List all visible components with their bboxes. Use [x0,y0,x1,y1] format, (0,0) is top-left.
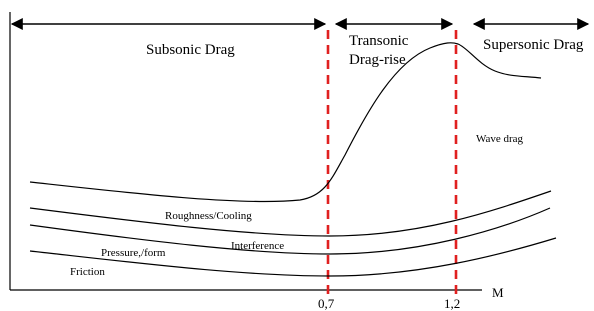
roughness-cooling-curve [30,191,551,236]
interference-label: Interference [231,240,285,252]
friction-label: Friction [70,266,105,278]
x-axis-label: M [492,285,504,300]
tick-label-1.2: 1,2 [444,296,461,311]
total-drag-curve [30,43,541,202]
transonic-label: Transonic [349,33,409,49]
wave-drag-label: Wave drag [476,133,524,145]
tick-label-0.7: 0,7 [318,296,335,311]
drag-rise-label: Drag-rise [349,52,406,68]
roughness-cooling-label: Roughness/Cooling [165,210,252,222]
subsonic-label: Subsonic Drag [146,42,235,58]
pressure-form-label: Pressure,/form [101,247,166,259]
supersonic-label: Supersonic Drag [483,37,584,53]
